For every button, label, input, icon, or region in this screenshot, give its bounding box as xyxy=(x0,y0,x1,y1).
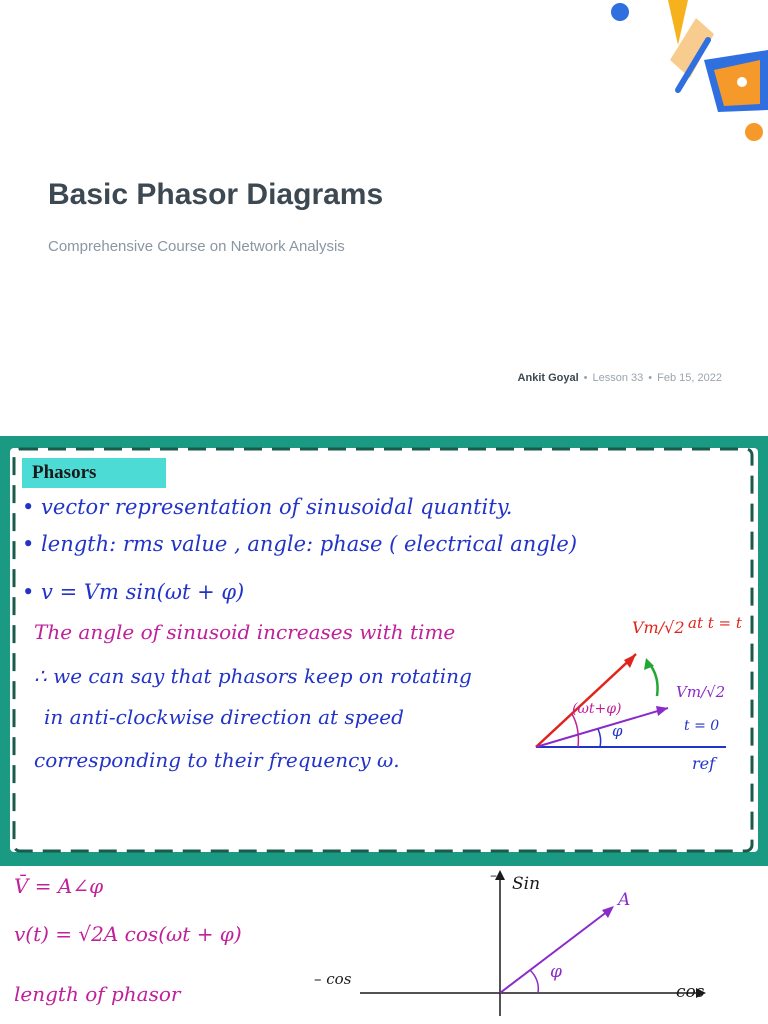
blue-dot-shape xyxy=(611,3,629,21)
angle-arc-inner xyxy=(598,729,601,747)
bottom-phi-label: φ xyxy=(550,962,562,982)
phasor-length-note: length of phasor xyxy=(14,982,181,1006)
cos-axis-label: cos xyxy=(676,982,705,1002)
lesson-date: Feb 15, 2022 xyxy=(657,372,722,384)
vector-a-arrowhead xyxy=(602,906,614,918)
pen-hole-shape xyxy=(737,77,747,87)
rotated-phasor-arrowhead xyxy=(624,654,636,668)
rotated-phasor-label: Vm/√2 xyxy=(632,618,685,637)
angle-wt-phi-label: (ωt+φ) xyxy=(572,701,622,717)
board-line-7: corresponding to their frequency ω. xyxy=(34,748,400,772)
lesson-number: Lesson 33 xyxy=(592,372,644,384)
meta-separator: • xyxy=(583,372,588,384)
phasors-heading: Phasors xyxy=(22,458,166,488)
angle-arc-outer xyxy=(572,714,578,747)
time-domain-equation: v(t) = √2A cos(ωt + φ) xyxy=(14,922,242,946)
neg-cos-axis-label: – cos xyxy=(314,970,352,988)
board-line-1: • vector representation of sinusoidal quantity. xyxy=(22,495,513,519)
title-slide xyxy=(0,0,768,420)
initial-phasor-label: Vm/√2 xyxy=(676,683,726,701)
sin-axis-label: Sin xyxy=(512,874,541,894)
decorative-illustration xyxy=(528,0,768,160)
orange-dot-shape xyxy=(745,123,763,141)
ref-label: ref xyxy=(692,754,716,773)
board-line-4: The angle of sinusoid increases with time xyxy=(34,620,456,644)
meta-separator: • xyxy=(648,372,653,384)
initial-phasor-time-label: t = 0 xyxy=(684,718,720,734)
phasor-equation: V̄ = A∠φ xyxy=(14,874,104,898)
lesson-meta xyxy=(518,372,722,384)
board-line-6: in anti-clockwise direction at speed xyxy=(44,705,404,729)
vector-a-label: A xyxy=(618,890,631,910)
course-subtitle: Comprehensive Course on Network Analysis xyxy=(48,238,345,255)
board-line-3: • v = Vm sin(ωt + φ) xyxy=(22,580,245,604)
sin-axis-sign: – xyxy=(490,868,497,884)
lesson-title: Basic Phasor Diagrams xyxy=(48,178,384,211)
board-line-2: • length: rms value , angle: phase ( electrical angle) xyxy=(22,532,578,556)
rotated-phasor-time-label: at t = t xyxy=(688,614,742,632)
board-line-5: ∴ we can say that phasors keep on rotating xyxy=(34,664,472,688)
phi-arc xyxy=(530,970,538,993)
author-name: Ankit Goyal xyxy=(517,372,579,384)
phi-angle-label: φ xyxy=(612,722,623,740)
